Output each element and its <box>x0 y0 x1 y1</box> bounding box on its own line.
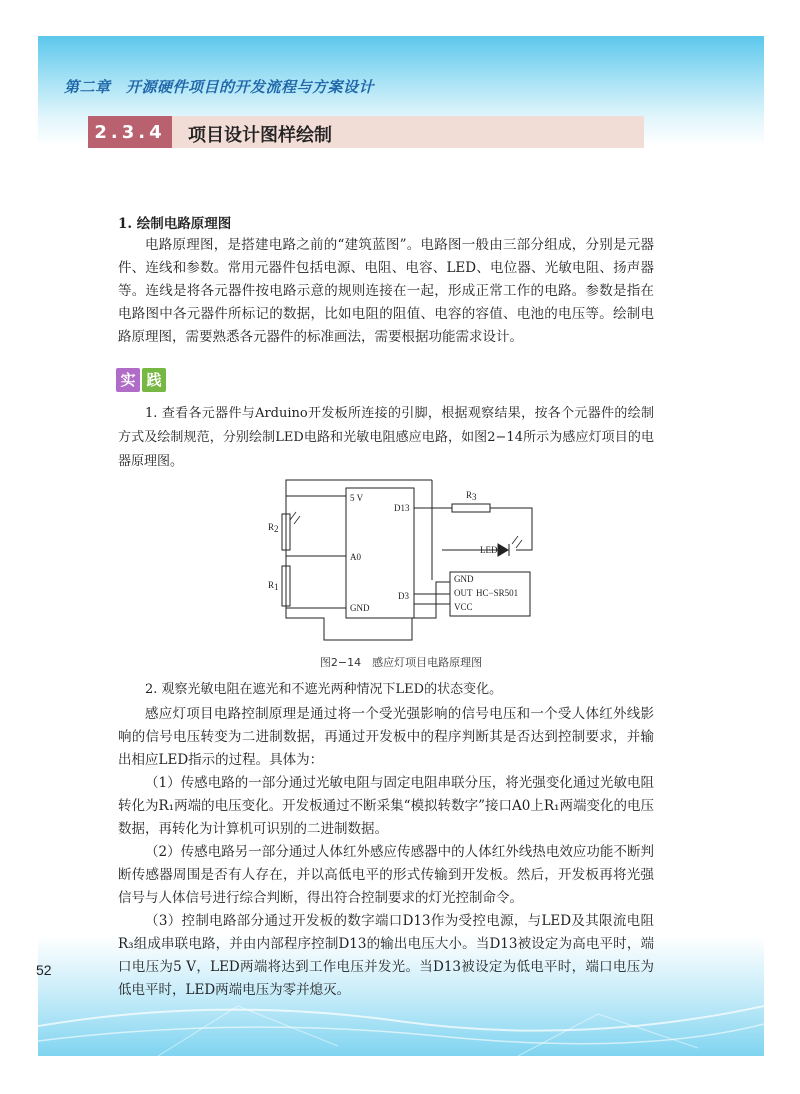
practice-badge-char-1: 实 <box>116 368 140 392</box>
practice-item-2: 2. 观察光敏电阻在遮光和不遮光两种情况下LED的状态变化。 <box>145 682 503 697</box>
label-5v: 5 V <box>350 493 364 503</box>
section-number: 2.3.4 <box>94 122 166 143</box>
label-r3-sub: 3 <box>472 492 477 502</box>
label-led: LED <box>480 545 498 555</box>
label-sensor-name: HC−SR501 <box>476 588 519 598</box>
practice-badge-char-2: 践 <box>142 368 166 392</box>
led-symbol <box>498 544 508 556</box>
principle-point-1: （1）传感电路的一部分通过光敏电阻与固定电阻串联分压，将光强变化通过光敏电阻转化为R₁两端的电压变化。开发板通过不断采集“模拟转数字”接口A0上R₁两端变化的电压数据，再转化为计算机可识别的二进制数据。 <box>118 775 654 837</box>
section-heading-bar <box>88 116 644 148</box>
label-a0: A0 <box>350 552 361 562</box>
label-d13: D13 <box>394 503 410 513</box>
principle-intro: 感应灯项目电路控制原理是通过将一个受光强影响的信号电压和一个受人体红外线影响的信号电压转变为二进制数据，再通过开发板中的程序判断其是否达到控制要求，并输出相应LED指示的过程。具体为： <box>118 706 654 768</box>
wire-top <box>286 480 450 640</box>
label-gnd-board: GND <box>350 603 370 613</box>
subsection-heading: 1. 绘制电路原理图 <box>118 216 232 232</box>
practice-item-1: 1. 查看各元器件与Arduino开发板所连接的引脚，根据观察结果，按各个元器件的绘制方式及绘制规范，分别绘制LED电路和光敏电阻感应电路，如图2−14所示为感应灯项目的电器原理图。 <box>118 406 654 469</box>
figure-caption: 图2−14 感应灯项目电路原理图 <box>319 656 483 669</box>
label-r2-sub: 2 <box>274 524 279 534</box>
label-sensor-out: OUT <box>454 588 473 598</box>
resistor-r3 <box>452 504 490 512</box>
section-number-box <box>88 116 172 148</box>
chapter-title: 第二章 开源硬件项目的开发流程与方案设计 <box>64 78 375 96</box>
label-r1-sub: 1 <box>274 582 279 592</box>
label-r2: R <box>268 522 275 532</box>
page-number: 52 <box>36 962 52 978</box>
principle-point-3: （3）控制电路部分通过开发板的数字端口D13作为受控电源，与LED及其限流电阻R₃组成串联电路，并由内部程序控制D13的输出电压大小。当D13被设定为高电平时，端口电压为5 V，LED两端将达到工作电压并发光。当D13被设定为低电平时，端口电压为低电平时，LED两端电压为零并熄灭。 <box>118 913 654 998</box>
principle-point-2: （2）传感电路另一部分通过人体红外感应传感器中的人体红外线热电效应功能不断判断传感器周围是否有人存在，并以高低电平的形式传输到开发板。然后，开发板再将光强信号与人体信号进行综合判断，得出符合控制要求的灯光控制命令。 <box>118 844 654 906</box>
section-title: 项目设计图样绘制 <box>188 125 332 146</box>
label-r1: R <box>268 580 275 590</box>
label-d3: D3 <box>398 591 409 601</box>
label-sensor-gnd: GND <box>454 574 474 584</box>
circuit-diagram <box>266 468 536 646</box>
label-r3: R <box>466 490 473 500</box>
label-sensor-vcc: VCC <box>454 602 473 612</box>
circuit-diagram-paragraph: 电路原理图，是搭建电路之前的“建筑蓝图”。电路图一般由三部分组成，分别是元器件、连线和参数。常用元器件包括电源、电阻、电容、LED、电位器、光敏电阻、扬声器等。连线是将各元器件按电路示意的规则连接在一起，形成正常工作的电路。参数是指在电路图中各元器件所标记的数据，比如电阻的阻值、电容的容值、电池的电压等。绘制电路原理图，需要熟悉各元器件的标准画法，需要根据功能需求设计。 <box>118 237 654 345</box>
